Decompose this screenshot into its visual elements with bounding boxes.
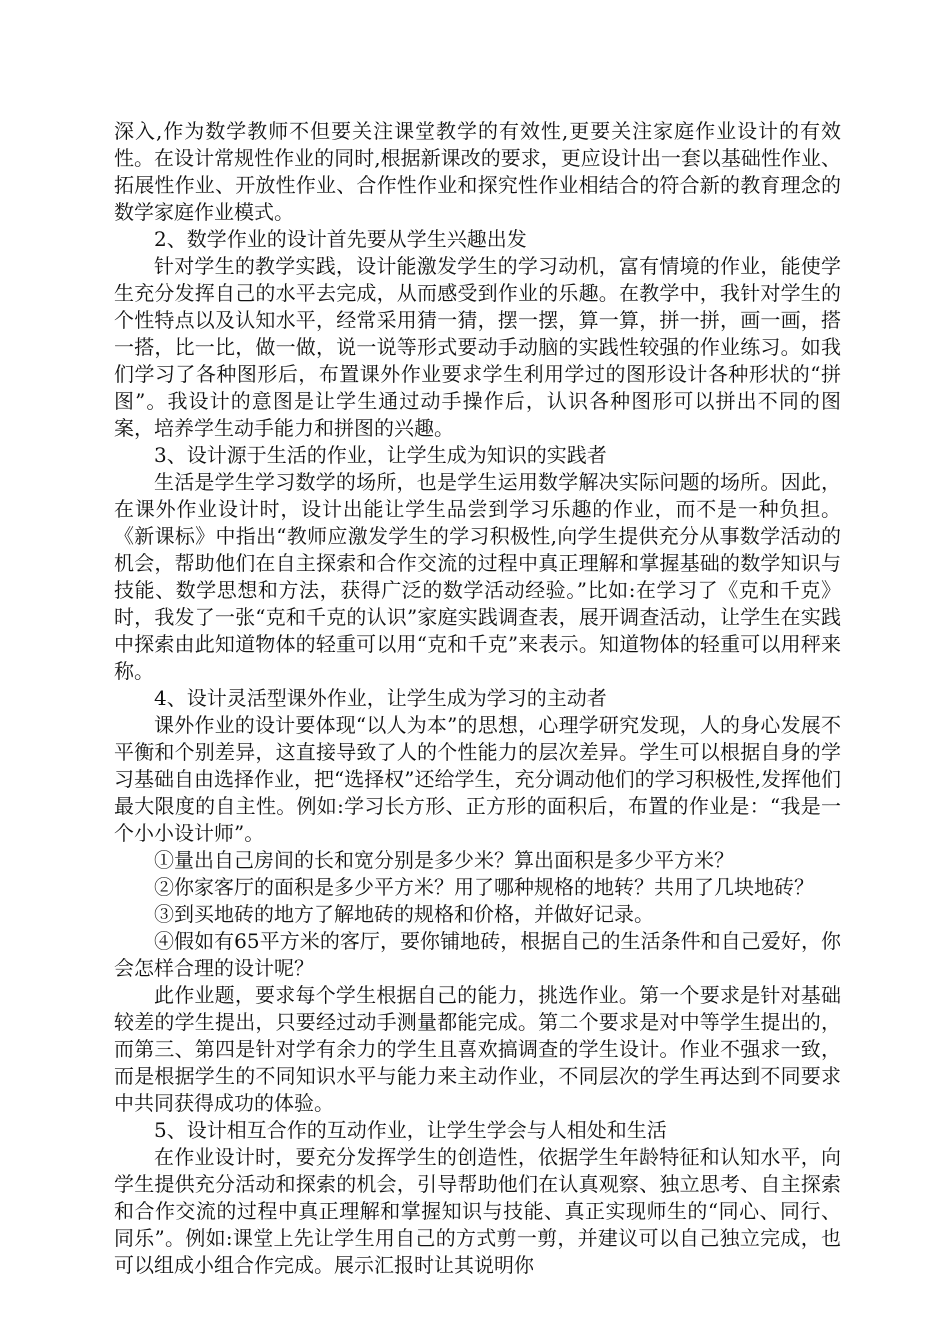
paragraph-section-3: 生活是学生学习数学的场所，也是学生运用数学解决实际问题的场所。因此，在课外作业设计时，设计出能让学生品尝到学习乐趣的作业，而不是一种负担。《新课标》中指出“教师应激发学生的学习积极性,向学生提供充分从事数学活动的机会，帮助他们在自主探索和合作交流的过程中真正理解和掌握基础的数学知识与技能、数学思想和方法，获得广泛的数学活动经验。”比如:在学习了《克和千克》时，我发了一张“克和千克的认识”家庭实践调查表，展开调查活动，让学生在实践中探索由此知道物体的轻重可以用“克和千克”来表示。知道物体的轻重可以用秤来称。 (114, 470, 841, 683)
list-item-1: ①量出自己房间的长和宽分别是多少米？算出面积是多少平方米？ (154, 848, 734, 872)
paragraph-section-2: 针对学生的教学实践，设计能激发学生的学习动机，富有情境的作业，能使学生充分发挥自己的水平去完成，从而感受到作业的乐趣。在教学中，我针对学生的个性特点以及认知水平，经常采用猜一猜，摆一摆，算一算，拼一拼，画一画，搭一搭，比一比，做一做，说一说等形式要动手动脑的实践性较强的作业练习。如我们学习了各种图形后，布置课外作业要求学生利用学过的图形设计各种形状的“拼图”。我设计的意图是让学生通过动手操作后，认识各种图形可以拼出不同的图案，培养学生动手能力和拼图的兴趣。 (114, 254, 841, 440)
paragraph-section-5: 在作业设计时，要充分发挥学生的创造性，依据学生年龄特征和认知水平，向学生提供充分活动和探索的机会，引导帮助他们在认真观察、独立思考、自主探索和合作交流的过程中真正理解和掌握知识与技能、真正实现师生的“同心、同行、同乐”。例如:课堂上先让学生用自己的方式剪一剪，并建议可以自己独立完成，也可以组成小组合作完成。展示汇报时让其说明你 (114, 1145, 841, 1277)
document-page (114, 118, 841, 1279)
paragraph-intro-continuation: 深入,作为数学教师不但要关注课堂教学的有效性,更要关注家庭作业设计的有效性。在设计常规性作业的同时,根据新课改的要求，更应设计出一套以基础性作业、拓展性作业、开放性作业、合作性作业和探究性作业相结合的符合新的教育理念的数学家庭作业模式。 (114, 119, 841, 224)
list-item-2: ②你家客厅的面积是多少平方米？用了哪种规格的地转？共用了几块地砖？ (154, 875, 814, 899)
section-heading-2: 2、数学作业的设计首先要从学生兴趣出发 (154, 227, 527, 251)
section-heading-4: 4、设计灵活型课外作业，让学生成为学习的主动者 (154, 686, 607, 710)
paragraph-section-4: 课外作业的设计要体现“以人为本”的思想，心理学研究发现，人的身心发展不平衡和个别差异，这直接导致了人的个性能力的层次差异。学生可以根据自身的学习基础自由选择作业，把“选择权”还给学生，充分调动他们的学习积极性,发挥他们最大限度的自主性。例如:学习长方形、正方形的面积后，布置的作业是：“我是一个小小设计师”。 (114, 713, 841, 845)
list-item-4: ④假如有65平方米的客厅，要你铺地砖，根据自己的生活条件和自己爱好，你会怎样合理的设计呢？ (114, 929, 841, 980)
section-heading-3: 3、设计源于生活的作业，让学生成为知识的实践者 (154, 443, 607, 467)
section-heading-5: 5、设计相互合作的互动作业，让学生学会与人相处和生活 (154, 1118, 667, 1142)
paragraph-assignment-explanation: 此作业题，要求每个学生根据自己的能力，挑选作业。第一个要求是针对基础较差的学生提出，只要经过动手测量都能完成。第二个要求是对中等学生提出的，而第三、第四是针对学有余力的学生且喜欢搞调查的学生设计。作业不强求一致，而是根据学生的不同知识水平与能力来主动作业，不同层次的学生再达到不同要求中共同获得成功的体验。 (114, 983, 841, 1115)
list-item-3: ③到买地砖的地方了解地砖的规格和价格，并做好记录。 (154, 902, 654, 926)
